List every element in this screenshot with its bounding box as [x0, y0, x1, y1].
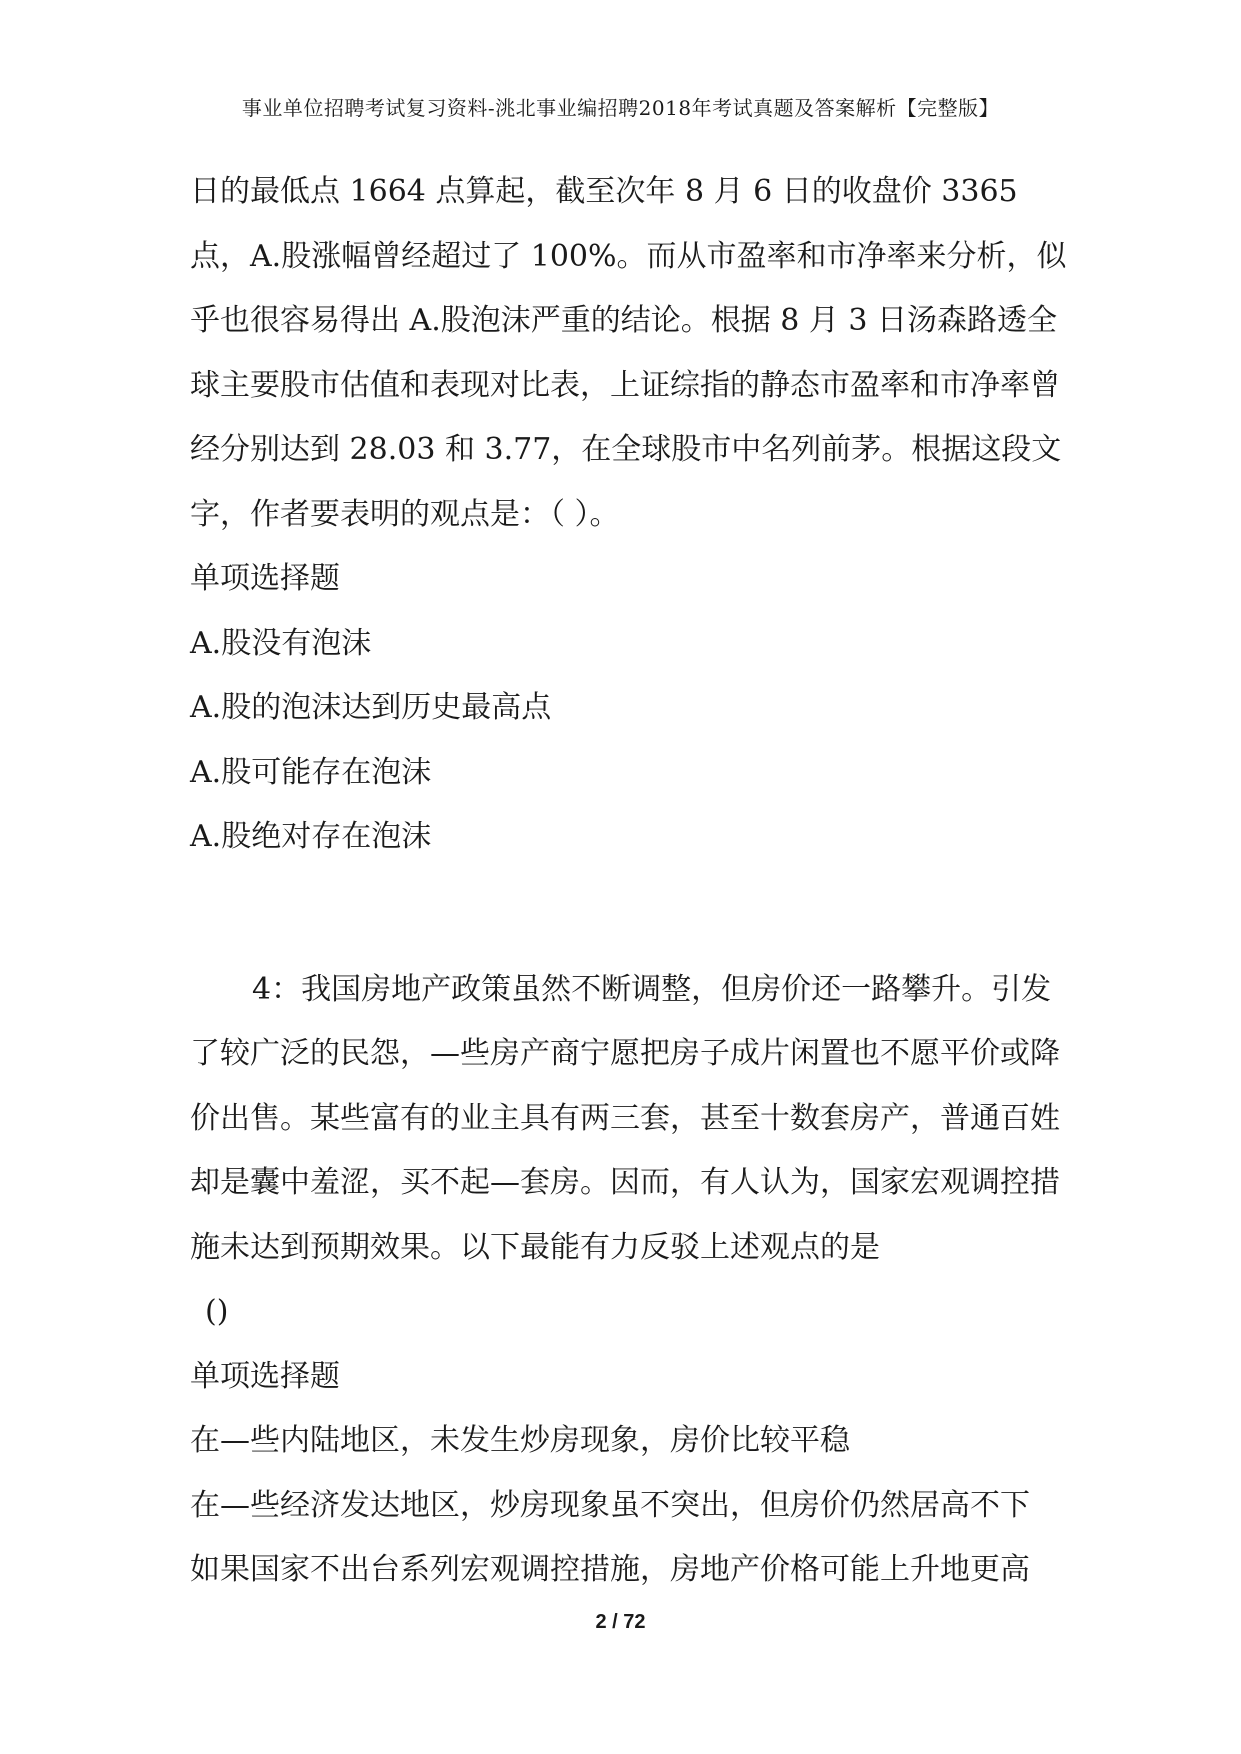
question-3-passage: 日的最低点 1664 点算起，截至次年 8 月 6 日的收盘价 3365 点，A.股涨幅曾经超过了 100%。而从市盈率和市净率来分析，似乎也很容易得出 A.股泡沫严重的结论。根据 8 月 3 日汤森路透全球主要股市估值和表现对比表，上证综指的静态市盈率和市净率曾经分别达到 28.03 和 3.77，在全球股市中名列前茅。根据这段文字，作者要表明的观点是：（ ）。	[190, 174, 1067, 532]
question-4-option-1: 在—些内陆地区，未发生炒房现象，房价比较平稳	[190, 1423, 850, 1458]
question-4-option-3: 如果国家不出台系列宏观调控措施，房地产价格可能上升地更高	[190, 1552, 1030, 1587]
question-3-option-3: A.股可能存在泡沫	[190, 754, 432, 790]
page-number: 2 / 72	[595, 1611, 646, 1633]
question-4-passage: 4：我国房地产政策虽然不断调整，但房价还一路攀升。引发了较广泛的民怨，—些房产商宁愿把房子成片闲置也不愿平价或降价出售。某些富有的业主具有两三套，甚至十数套房产，普通百姓却是囊中羞涩，买不起—套房。因而，有人认为，国家宏观调控措施未达到预期效果。以下最能有力反驳上述观点的是	[190, 971, 1060, 1265]
document-body	[190, 160, 1070, 1603]
question-3-type: 单项选择题	[190, 561, 340, 596]
question-3-option-4: A.股绝对存在泡沫	[190, 819, 432, 854]
question-4-paren: ()	[205, 1294, 229, 1329]
question-3-option-2: A.股的泡沫达到历史最高点	[190, 690, 552, 725]
question-3-option-1: A.股没有泡沫	[190, 625, 372, 661]
question-4-option-2: 在—些经济发达地区，炒房现象虽不突出，但房价仍然居高不下	[190, 1487, 1030, 1523]
question-4-type: 单项选择题	[190, 1358, 340, 1394]
page-header: 事业单位招聘考试复习资料-洮北事业编招聘2018年考试真题及答案解析【完整版】	[241, 96, 1000, 120]
